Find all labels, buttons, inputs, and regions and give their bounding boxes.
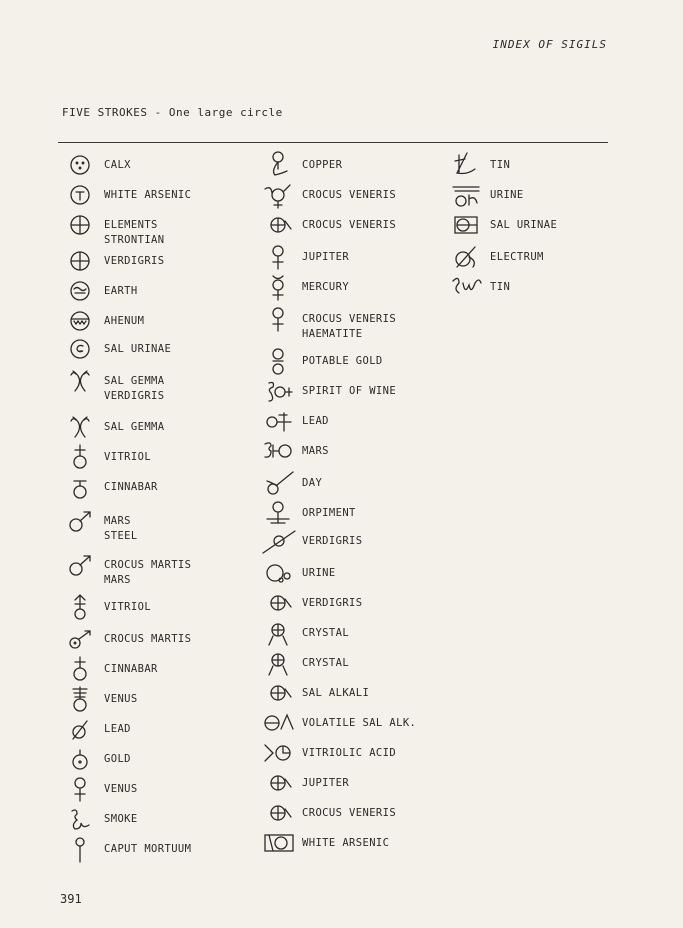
- entry-label: VENUS: [104, 783, 138, 795]
- circle-cross-side-icon: [254, 768, 302, 798]
- double-circle-icon: [254, 346, 302, 376]
- index-entry: [254, 304, 397, 340]
- index-entry: [56, 744, 131, 774]
- entry-label: CROCUS MARTIS: [104, 633, 192, 645]
- circle-slash-long-icon: [254, 526, 302, 556]
- entry-label: JUPITER: [302, 777, 350, 789]
- entry-label: VOLATILE SAL ALK.: [302, 717, 417, 729]
- entry-label: SPIRIT OF WINE: [302, 385, 397, 397]
- entry-label: POTABLE GOLD: [302, 355, 383, 367]
- index-entry: [254, 468, 322, 498]
- index-entry: [442, 210, 557, 240]
- entry-label: CROCUS MARTIS MARS: [104, 559, 192, 586]
- index-entry: [442, 242, 544, 272]
- circle-cross-icon: [56, 210, 104, 240]
- index-entry: [254, 588, 363, 618]
- entry-label: VERDIGRIS: [104, 255, 165, 267]
- index-entry: [56, 366, 165, 402]
- index-entry: [254, 526, 363, 556]
- index-entry: [56, 246, 165, 276]
- index-entry: [56, 714, 131, 744]
- entry-label: MERCURY: [302, 281, 350, 293]
- orpiment-icon: [254, 498, 302, 528]
- entry-label: WHITE ARSENIC: [302, 837, 390, 849]
- index-entry: [254, 406, 329, 436]
- circle-arrow-top-icon: [56, 592, 104, 622]
- entry-label: CROCUS VENERIS: [302, 807, 397, 819]
- entry-label: VITRIOL: [104, 601, 152, 613]
- index-entry: [254, 768, 349, 798]
- index-entry: [254, 678, 369, 708]
- entry-label: MARS: [302, 445, 329, 457]
- index-entry: [254, 346, 383, 376]
- circle-bar-top-icon: [56, 472, 104, 502]
- index-entry: [254, 210, 396, 240]
- index-entry: [56, 180, 191, 210]
- copper-icon: [254, 150, 302, 180]
- entry-label: CALX: [104, 159, 131, 171]
- entry-label: SAL URINAE: [490, 219, 558, 231]
- box-circle-icon: [254, 828, 302, 858]
- entry-label: URINE: [490, 189, 524, 201]
- entry-label: VERDIGRIS: [302, 597, 363, 609]
- circle-stem-icon: [56, 834, 104, 864]
- index-entry: [56, 472, 158, 502]
- index-entry: [254, 618, 349, 648]
- crystal-icon: [254, 648, 302, 678]
- circle-cross-side-icon: [254, 210, 302, 240]
- index-entry: [56, 210, 165, 246]
- entry-label: ELEMENTS STRONTIAN: [104, 219, 165, 246]
- entry-label: SAL GEMMA VERDIGRIS: [104, 375, 165, 402]
- venus-icon: [56, 774, 104, 804]
- index-entry: [56, 624, 191, 654]
- crossed-curves-icon: [56, 366, 104, 396]
- index-entry: [254, 242, 349, 272]
- tin-2-icon: [442, 272, 490, 302]
- index-entry: [254, 828, 389, 858]
- index-entry: [56, 804, 138, 834]
- mars-icon: [56, 506, 104, 536]
- entry-label: VERDIGRIS: [302, 535, 363, 547]
- index-entry: [254, 436, 329, 466]
- mars-3o-icon: [254, 436, 302, 466]
- index-entry: [56, 592, 151, 622]
- entry-label: ELECTRUM: [490, 251, 544, 263]
- circle-wave-icon: [56, 276, 104, 306]
- circle-bars-top-icon: [56, 684, 104, 714]
- entry-label: EARTH: [104, 285, 138, 297]
- circle-dot-icon: [56, 744, 104, 774]
- index-entry: [254, 738, 396, 768]
- index-entry: [254, 708, 416, 738]
- entry-label: CAPUT MORTUUM: [104, 843, 192, 855]
- circle-t-icon: [56, 180, 104, 210]
- circle-cross-top-icon: [56, 442, 104, 472]
- index-entry: [56, 774, 138, 804]
- entry-label: COPPER: [302, 159, 343, 171]
- circle-bar-side-icon: [442, 210, 490, 240]
- entry-label: MARS STEEL: [104, 515, 138, 542]
- mercury-icon: [254, 272, 302, 302]
- index-entry: [254, 648, 349, 678]
- entry-label: TIN: [490, 159, 511, 171]
- entry-label: CROCUS VENERIS HAEMATITE: [302, 313, 397, 340]
- circle-g-icon: [56, 334, 104, 364]
- venus-icon: [254, 304, 302, 334]
- venus-icon: [254, 242, 302, 272]
- entry-label: GOLD: [104, 753, 131, 765]
- urine-icon: [254, 558, 302, 588]
- entry-label: AHENUM: [104, 315, 145, 327]
- index-entry: [442, 180, 524, 210]
- index-entry: [254, 376, 396, 406]
- entry-label: VITRIOLIC ACID: [302, 747, 397, 759]
- entry-label: WHITE ARSENIC: [104, 189, 192, 201]
- urine-box-icon: [442, 180, 490, 210]
- index-entry: [56, 276, 138, 306]
- entry-label: VITRIOL: [104, 451, 152, 463]
- entry-label: SAL GEMMA: [104, 421, 165, 433]
- entry-label: CRYSTAL: [302, 657, 350, 669]
- circle-dots-icon: [56, 150, 104, 180]
- index-entry: [56, 506, 138, 542]
- entry-label: LEAD: [302, 415, 329, 427]
- tin-icon: [442, 150, 490, 180]
- volatile-icon: [254, 708, 302, 738]
- circle-cross-icon: [56, 246, 104, 276]
- index-entry: [56, 306, 144, 336]
- entry-label: CRYSTAL: [302, 627, 350, 639]
- entry-label: TIN: [490, 281, 511, 293]
- index-entry: [254, 180, 396, 210]
- page-header: INDEX OF SIGILS: [492, 38, 607, 51]
- entry-label: CINNABAR: [104, 663, 158, 675]
- entry-label: CINNABAR: [104, 481, 158, 493]
- index-entry: [254, 150, 342, 180]
- index-entry: [442, 272, 510, 302]
- index-entry: [56, 834, 191, 864]
- entry-label: LEAD: [104, 723, 131, 735]
- circle-slash-icon: [56, 714, 104, 744]
- index-entry: [56, 550, 192, 586]
- venus-hook-icon: [254, 180, 302, 210]
- entry-label: JUPITER: [302, 251, 350, 263]
- index-entry: [254, 272, 349, 302]
- mars-icon: [56, 550, 104, 580]
- entry-label: DAY: [302, 477, 323, 489]
- vitriolic-icon: [254, 738, 302, 768]
- circle-cross-side-icon: [254, 588, 302, 618]
- index-entry: [56, 150, 131, 180]
- index-entry: [254, 558, 336, 588]
- entry-label: SMOKE: [104, 813, 138, 825]
- index-entry: [254, 498, 356, 528]
- electrum-icon: [442, 242, 490, 272]
- entry-label: SAL URINAE: [104, 343, 172, 355]
- entry-label: SAL ALKALI: [302, 687, 370, 699]
- index-entry: [254, 798, 396, 828]
- index-entry: [442, 150, 510, 180]
- circle-vvv-icon: [56, 306, 104, 336]
- entry-label: VENUS: [104, 693, 138, 705]
- spirit-icon: [254, 376, 302, 406]
- index-entry: [56, 334, 171, 364]
- index-entry: [56, 684, 138, 714]
- circle-cross-side-icon: [254, 798, 302, 828]
- circle-cross-top-icon: [56, 654, 104, 684]
- index-entry: [56, 442, 151, 472]
- smoke-icon: [56, 804, 104, 834]
- divider: [58, 142, 608, 143]
- entry-label: URINE: [302, 567, 336, 579]
- circle-cross-side-icon: [254, 678, 302, 708]
- day-icon: [254, 468, 302, 498]
- mars-dot-icon: [56, 624, 104, 654]
- page-number: 391: [60, 892, 82, 906]
- lead-icon: [254, 406, 302, 436]
- section-title: FIVE STROKES - One large circle: [62, 106, 283, 119]
- index-entry: [56, 412, 165, 442]
- index-entry: [56, 654, 158, 684]
- entry-label: ORPIMENT: [302, 507, 356, 519]
- crossed-curves-icon: [56, 412, 104, 442]
- crystal-icon: [254, 618, 302, 648]
- entry-label: CROCUS VENERIS: [302, 219, 397, 231]
- entry-label: CROCUS VENERIS: [302, 189, 397, 201]
